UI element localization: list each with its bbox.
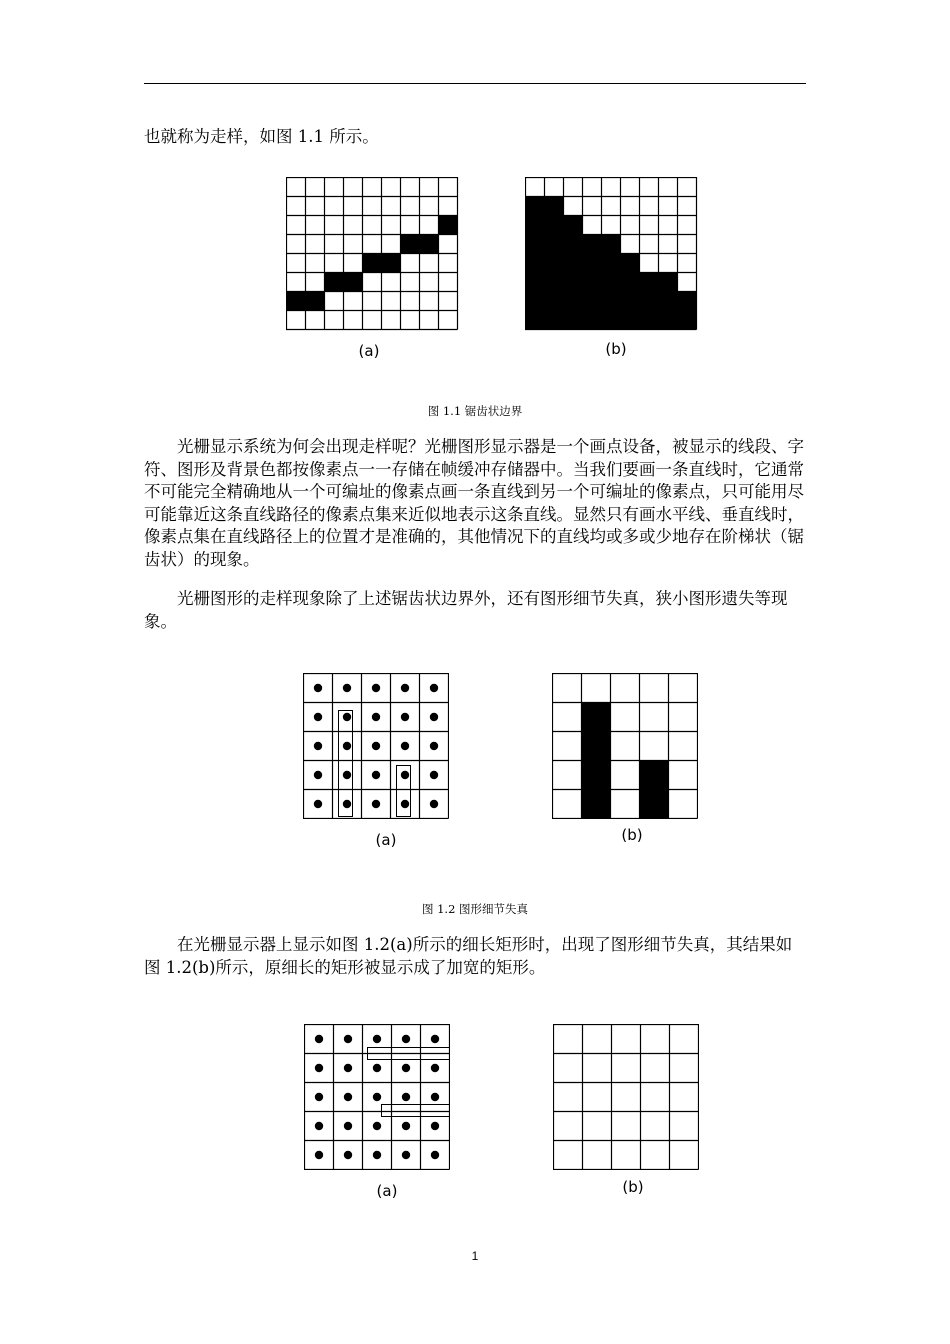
filled-pixel xyxy=(401,235,420,254)
filled-pixel xyxy=(526,216,545,235)
filled-pixel xyxy=(545,254,564,273)
pixel-center-dot xyxy=(430,742,438,750)
pixel-center-dot xyxy=(372,684,380,692)
paragraph-aliasing-types: 光栅图形的走样现象除了上述锯齿状边界外，还有图形细节失真，狭小图形遗失等现象。 xyxy=(144,589,788,631)
figure-1-3-a-pixel-sample-grid xyxy=(304,1024,450,1170)
pixel-center-dot xyxy=(430,800,438,808)
filled-pixel xyxy=(545,197,564,216)
filled-pixel xyxy=(564,311,583,330)
pixel-center-dot xyxy=(343,684,351,692)
filled-pixel xyxy=(602,311,621,330)
pixel-center-dot xyxy=(344,1122,352,1130)
header-rule xyxy=(144,83,806,84)
pixel-center-dot xyxy=(372,800,380,808)
pixel-center-dot xyxy=(372,713,380,721)
pixel-center-dot xyxy=(401,800,409,808)
filled-pixel xyxy=(526,254,545,273)
filled-pixel xyxy=(582,761,611,790)
pixel-center-dot xyxy=(315,1035,323,1043)
pixel-center-dot xyxy=(373,1122,381,1130)
paragraph-detail-distortion: 在光栅显示器上显示如图 1.2(a)所示的细长矩形时，出现了图形细节失真，其结果如图 1.2(b)所示，原细长的矩形被显示成了加宽的矩形。 xyxy=(144,935,793,977)
figure-1-1-label-b: (b) xyxy=(605,340,627,358)
figure-1-2-b-widened-rectangles-grid xyxy=(552,673,698,819)
pixel-center-dot xyxy=(401,713,409,721)
filled-pixel xyxy=(583,235,602,254)
filled-pixel xyxy=(545,235,564,254)
filled-pixel xyxy=(640,790,669,819)
filled-pixel xyxy=(526,292,545,311)
pixel-center-dot xyxy=(401,771,409,779)
filled-pixel xyxy=(526,273,545,292)
pixel-center-dot xyxy=(314,742,322,750)
filled-pixel xyxy=(382,254,401,273)
filled-pixel xyxy=(306,292,325,311)
pixel-center-dot xyxy=(343,771,351,779)
pixel-center-dot xyxy=(401,684,409,692)
paragraph-intro: 也就称为走样，如图 1.1 所示。 xyxy=(144,127,379,146)
filled-pixel xyxy=(640,292,659,311)
filled-pixel xyxy=(545,273,564,292)
figure-1-1-label-a: (a) xyxy=(358,342,380,360)
pixel-center-dot xyxy=(373,1064,381,1072)
filled-pixel xyxy=(583,292,602,311)
pixel-center-dot xyxy=(344,1151,352,1159)
filled-pixel xyxy=(602,254,621,273)
filled-pixel xyxy=(582,732,611,761)
pixel-center-dot xyxy=(402,1093,410,1101)
filled-pixel xyxy=(602,292,621,311)
filled-pixel xyxy=(621,273,640,292)
filled-pixel xyxy=(564,292,583,311)
pixel-center-dot xyxy=(373,1093,381,1101)
filled-pixel xyxy=(602,273,621,292)
filled-pixel xyxy=(545,292,564,311)
pixel-center-dot xyxy=(344,1035,352,1043)
pixel-center-dot xyxy=(431,1093,439,1101)
figure-1-2-a-pixel-sample-grid xyxy=(303,673,449,819)
filled-pixel xyxy=(659,292,678,311)
pixel-center-dot xyxy=(314,800,322,808)
pixel-center-dot xyxy=(430,771,438,779)
pixel-center-dot xyxy=(431,1064,439,1072)
filled-pixel xyxy=(439,216,458,235)
filled-pixel xyxy=(583,311,602,330)
figure-1-2-caption: 图 1.2 图形细节失真 xyxy=(421,902,529,916)
pixel-center-dot xyxy=(314,771,322,779)
pixel-center-dot xyxy=(373,1151,381,1159)
filled-pixel xyxy=(344,273,363,292)
filled-pixel xyxy=(526,235,545,254)
filled-pixel xyxy=(678,311,697,330)
filled-pixel xyxy=(287,292,306,311)
pixel-center-dot xyxy=(402,1064,410,1072)
pixel-center-dot xyxy=(430,684,438,692)
figure-1-3-label-a: (a) xyxy=(376,1182,398,1200)
filled-pixel xyxy=(526,197,545,216)
pixel-center-dot xyxy=(431,1151,439,1159)
pixel-center-dot xyxy=(401,742,409,750)
pixel-center-dot xyxy=(402,1035,410,1043)
filled-pixel xyxy=(564,216,583,235)
filled-pixel xyxy=(678,292,697,311)
filled-pixel xyxy=(325,273,344,292)
filled-pixel xyxy=(564,254,583,273)
pixel-center-dot xyxy=(343,742,351,750)
filled-pixel xyxy=(640,311,659,330)
pixel-center-dot xyxy=(315,1064,323,1072)
filled-pixel xyxy=(621,254,640,273)
pixel-center-dot xyxy=(430,713,438,721)
pixel-center-dot xyxy=(372,771,380,779)
pixel-center-dot xyxy=(431,1122,439,1130)
filled-pixel xyxy=(526,311,545,330)
figure-1-3-label-b: (b) xyxy=(622,1178,644,1196)
filled-pixel xyxy=(640,761,669,790)
filled-pixel xyxy=(602,235,621,254)
figure-1-1-b-jagged-area-grid xyxy=(525,177,700,333)
filled-pixel xyxy=(564,273,583,292)
pixel-center-dot xyxy=(344,1093,352,1101)
pixel-center-dot xyxy=(344,1064,352,1072)
pixel-center-dot xyxy=(314,713,322,721)
filled-pixel xyxy=(659,311,678,330)
filled-pixel xyxy=(564,235,583,254)
filled-pixel xyxy=(640,273,659,292)
figure-1-1-a-jagged-line-grid xyxy=(286,177,461,333)
pixel-center-dot xyxy=(314,684,322,692)
filled-pixel xyxy=(582,790,611,819)
filled-pixel xyxy=(583,273,602,292)
figure-1-3-b-empty-grid xyxy=(553,1024,699,1170)
paragraph-aliasing-cause: 光栅显示系统为何会出现走样呢？光栅图形显示器是一个画点设备，被显示的线段、字符、图形及背景色都按像素点一一存储在帧缓冲存储器中。当我们要画一条直线时，它通常不可能完全精确地从一个可编址的像素点画一条直线到另一个可编址的像素点，只可能用尽可能靠近这条直线路径的像素点集来近似地表示这条直线。显然只有画水平线、垂直线时，像素点集在直线路径上的位置才是准确的，其他情况下的直线均或多或少地存在阶梯状（锯齿状）的现象。 xyxy=(144,437,804,569)
pixel-center-dot xyxy=(372,742,380,750)
filled-pixel xyxy=(545,216,564,235)
pixel-center-dot xyxy=(343,713,351,721)
pixel-center-dot xyxy=(315,1093,323,1101)
figure-1-1-caption: 图 1.1 锯齿状边界 xyxy=(427,404,523,418)
filled-pixel xyxy=(583,254,602,273)
pixel-center-dot xyxy=(402,1122,410,1130)
filled-pixel xyxy=(545,311,564,330)
pixel-center-dot xyxy=(343,800,351,808)
filled-pixel xyxy=(420,235,439,254)
pixel-center-dot xyxy=(315,1122,323,1130)
pixel-center-dot xyxy=(373,1035,381,1043)
page-number: 1 xyxy=(471,1249,479,1263)
filled-pixel xyxy=(621,292,640,311)
figure-1-2-label-a: (a) xyxy=(375,831,397,849)
filled-pixel xyxy=(582,703,611,732)
filled-pixel xyxy=(659,273,678,292)
pixel-center-dot xyxy=(402,1151,410,1159)
pixel-center-dot xyxy=(315,1151,323,1159)
figure-1-2-label-b: (b) xyxy=(621,826,643,844)
filled-pixel xyxy=(621,311,640,330)
pixel-center-dot xyxy=(431,1035,439,1043)
filled-pixel xyxy=(363,254,382,273)
